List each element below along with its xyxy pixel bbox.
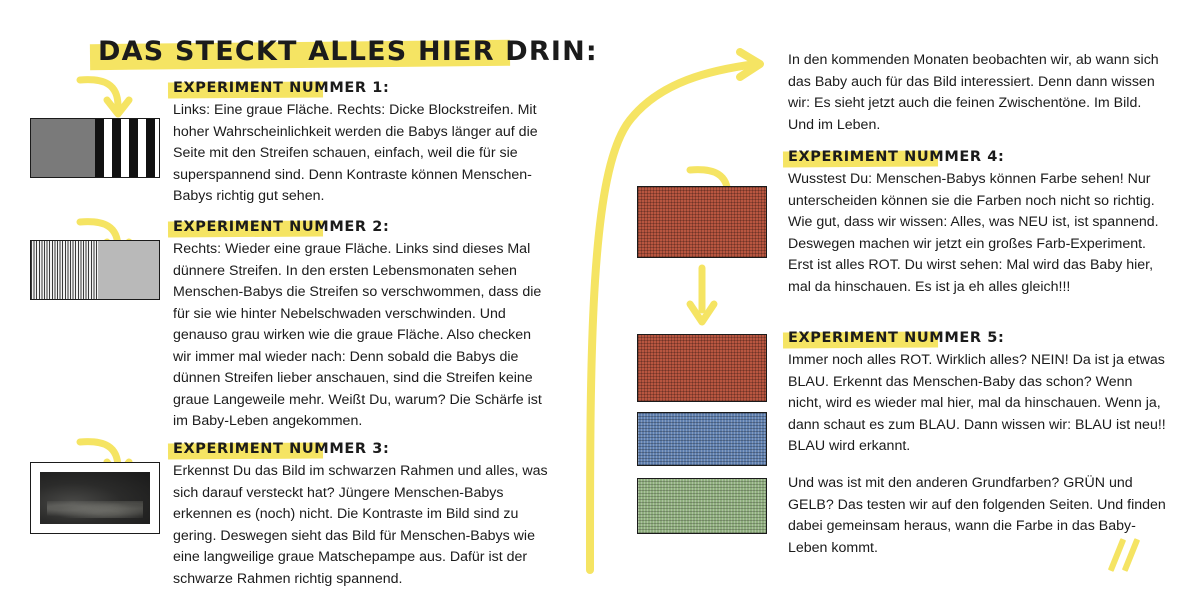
heading-experiment-2: EXPERIMENT NUMMER 2: bbox=[173, 219, 389, 235]
arrow-to-experiment-1 bbox=[78, 76, 138, 118]
red-texture bbox=[638, 335, 766, 401]
heading-experiment-4: EXPERIMENT NUMMER 4: bbox=[788, 149, 1004, 165]
decorative-slashes bbox=[1112, 538, 1152, 572]
page-title bbox=[98, 36, 598, 76]
thin-stripes-area bbox=[31, 241, 98, 299]
thick-stripes-area bbox=[95, 119, 159, 177]
blue-texture bbox=[638, 413, 766, 465]
body-experiment-4: Wusstest Du: Menschen-Babys können Farbe sehen! Nur unterscheiden können sie die Farben noch nicht so richtig. Wie gut, dass wir wissen: Alles, was NEU ist, ist spannend. Deswegen machen wir jetzt ein großes Farb-Experiment. Erst ist alles ROT. Du wirst sehen: Mal wird das Baby hier, mal da hinschauen. Es ist ja eh alles gleich!!! bbox=[788, 171, 1159, 295]
grey-area bbox=[98, 241, 159, 299]
intro-paragraph: In den kommenden Monaten beobachten wir, ab wann sich das Baby auch für das Bild interessiert. Denn dann wissen wir: Es sieht jetzt auch die feinen Zwischentöne. Im Bild. Und im Leben. bbox=[788, 52, 1159, 133]
title-text: DAS STECKT ALLES HIER DRIN: bbox=[98, 36, 598, 67]
red-texture bbox=[638, 187, 766, 257]
arrow-figure4-to-figure5 bbox=[682, 266, 722, 328]
figure-thin-stripes-grey bbox=[30, 240, 160, 300]
heading-experiment-3: EXPERIMENT NUMMER 3: bbox=[173, 441, 389, 457]
figure-green-swatch bbox=[637, 478, 767, 534]
figure-grey-block-thick-stripes bbox=[30, 118, 160, 178]
outro-paragraph: Und was ist mit den anderen Grundfarben? GRÜN und GELB? Das testen wir auf den folgenden Seiten. Und finden dabei gemeinsam heraus, wann die Farbe in das Baby-Leben kommt. bbox=[788, 475, 1166, 556]
figure-blue-swatch bbox=[637, 412, 767, 466]
body-experiment-3: Erkennst Du das Bild im schwarzen Rahmen und alles, was sich darauf versteckt hat? Jüngere Menschen-Babys erkennen es (noch) nicht. Die Kontraste im Bild sind zu gering. Deswegen sieht das Bild für Menschen-Babys wie eine langweilige graue Matschepampe aus. Dafür ist der schwarze Rahmen richtig spannend. bbox=[173, 463, 548, 587]
grey-area bbox=[31, 119, 95, 177]
figure-red-swatch bbox=[637, 334, 767, 402]
figure-dark-photo-frame bbox=[30, 462, 160, 534]
dark-photo bbox=[40, 472, 150, 524]
heading-experiment-1: EXPERIMENT NUMMER 1: bbox=[173, 80, 389, 96]
body-experiment-5: Immer noch alles ROT. Wirklich alles? NEIN! Da ist ja etwas BLAU. Erkennt das Menschen-Baby das schon? Wenn nicht, wird es wieder mal hier, mal da hinschauen. Wenn ja, dann schaut es zum BLAU. Dann wissen wir: BLAU ist neu!! BLAU wird erkannt. bbox=[788, 352, 1166, 454]
heading-experiment-5: EXPERIMENT NUMMER 5: bbox=[788, 330, 1004, 346]
body-experiment-1: Links: Eine graue Fläche. Rechts: Dicke Blockstreifen. Mit hoher Wahrscheinlichkeit werden die Babys länger auf die Seite mit den Streifen schauen, einfach, weil die für sie superspannend sind. Denn Kontraste können Menschen-Babys richtig gut sehen. bbox=[173, 102, 538, 204]
body-experiment-2: Rechts: Wieder eine graue Fläche. Links sind dieses Mal dünnere Streifen. In den ersten Lebensmonaten sehen Menschen-Babys die Streifen so verschwommen, dass die für sie wie hinter Nebelschwaden verschwinden. Und genauso grau wirken wie die graue Fläche. Also checken wir immer mal wieder nach: Denn sobald die Babys die dünnen Streifen lieber anschauen, sind die Streifen keine graue Langeweile mehr. Weißt Du, warum? Die Schärfe ist im Baby-Leben angekommen. bbox=[173, 241, 542, 429]
green-texture bbox=[638, 479, 766, 533]
figure-red-swatch-large bbox=[637, 186, 767, 258]
